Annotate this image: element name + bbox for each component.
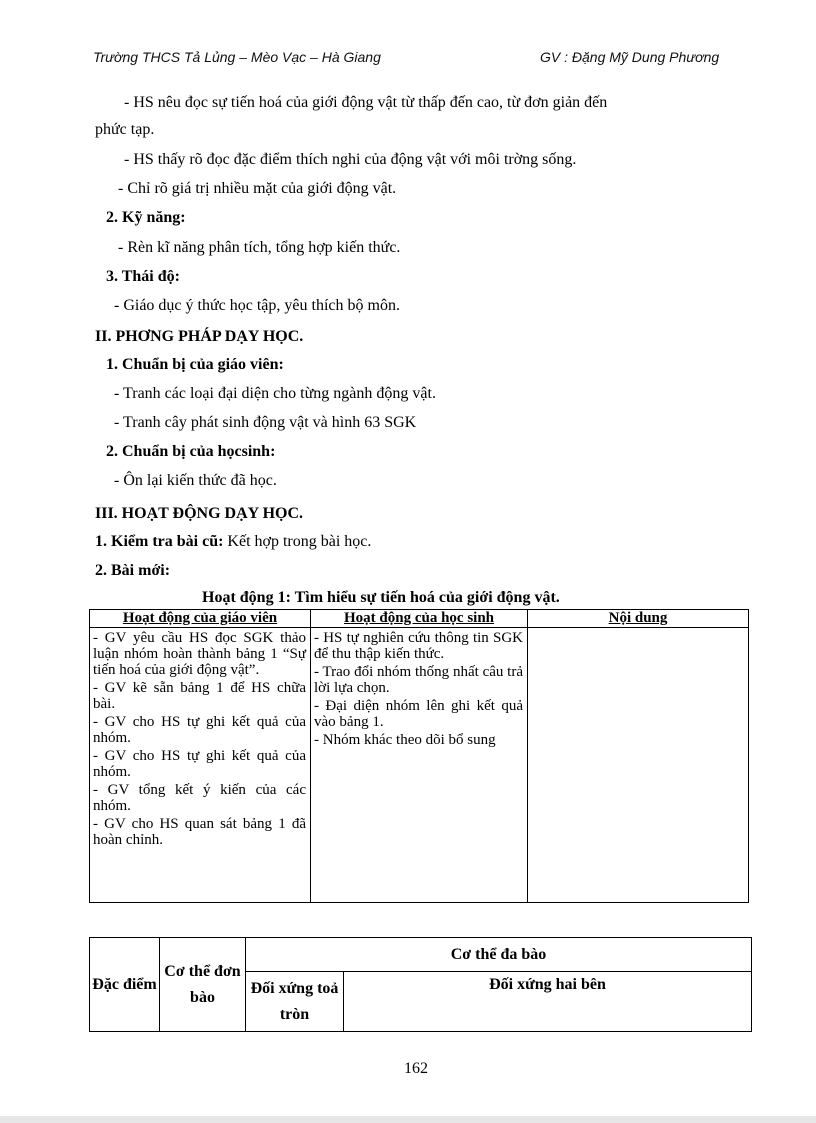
objective-line-2: - HS thấy rõ đọc đặc điểm thích nghi của động vật với môi trờng sống.	[124, 151, 577, 168]
check-text: Kết hợp trong bài học.	[223, 533, 372, 550]
teacher-prep-line-2: - Tranh cây phát sinh động vật và hình 63 SGK	[114, 414, 417, 431]
col-da-bao: Cơ thể đa bào	[246, 938, 752, 972]
teacher-prep-line-1: - Tranh các loại đại diện cho từng ngành động vật.	[114, 385, 436, 402]
teacher-item: - GV cho HS tự ghi kết quả của nhóm.	[93, 748, 306, 780]
heading-methods: II. PHƠNG PHÁP DẠY HỌC.	[95, 328, 304, 345]
heading-teacher-prep: 1. Chuẩn bị của giáo viên:	[106, 356, 284, 373]
heading-student-prep: 2. Chuẩn bị của họcsinh:	[106, 443, 276, 460]
col-toa-tron: Đối xứng toả tròn	[246, 972, 344, 1032]
activity-table	[89, 609, 749, 903]
col-hai-ben: Đối xứng hai bên	[344, 972, 752, 1032]
check-old-lesson	[95, 532, 371, 552]
header-content: Nội dung	[528, 610, 749, 628]
evolution-table	[89, 937, 752, 1032]
activity-caption: Hoạt động 1: Tìm hiểu sự tiến hoá của giới động vật.	[202, 589, 560, 606]
objective-line-1: - HS nêu đọc sự tiến hoá của giới động vật từ thấp đến cao, từ đơn giản đến	[124, 94, 608, 111]
student-item: - Nhóm khác theo dõi bổ sung	[314, 732, 496, 748]
teacher-item: - GV cho HS tự ghi kết quả của nhóm.	[93, 714, 306, 746]
teacher-item: - GV kẽ sẵn bảng 1 để HS chữa bài.	[93, 680, 306, 712]
heading-new-lesson: 2. Bài mới:	[95, 562, 171, 579]
check-label: 1. Kiểm tra bài cũ:	[95, 533, 224, 550]
student-item: - Đại diện nhóm lên ghi kết quả vào bảng 1.	[314, 698, 523, 730]
teacher-item: - GV cho HS quan sát bảng 1 đã hoàn chỉnh.	[93, 816, 306, 848]
col-dac-diem: Đặc điểm	[90, 938, 160, 1032]
header-school: Trường THCS Tả Lủng – Mèo Vạc – Hà Giang	[93, 49, 381, 65]
attitude-line: - Giáo dục ý thức học tập, yêu thích bộ môn.	[114, 297, 400, 314]
teacher-activity-cell	[90, 628, 311, 903]
student-activity-cell	[311, 628, 528, 903]
heading-attitude: 3. Thái độ:	[106, 268, 180, 285]
skills-line: - Rèn kĩ năng phân tích, tổng hợp kiến thức.	[118, 239, 401, 256]
student-item: - HS tự nghiên cứu thông tin SGK để thu thập kiến thức.	[314, 630, 523, 662]
content-cell	[528, 628, 749, 903]
objective-line-1-cont: phức tạp.	[95, 121, 155, 138]
teacher-item: - GV tổng kết ý kiến của các nhóm.	[93, 782, 306, 814]
header-student-activity: Hoạt động của học sinh	[311, 610, 528, 628]
page-bottom-edge	[0, 1116, 816, 1123]
student-item: - Trao đổi nhóm thống nhất câu trả lời lựa chọn.	[314, 664, 523, 696]
heading-skills: 2. Kỹ năng:	[106, 209, 186, 226]
header-teacher-activity: Hoạt động của giáo viên	[90, 610, 311, 628]
header-teacher: GV : Đặng Mỹ Dung Phương	[540, 49, 720, 65]
student-prep-line: - Ôn lại kiến thức đã học.	[114, 472, 277, 489]
col-don-bao: Cơ thể đơn bào	[160, 938, 246, 1032]
objective-line-3: - Chỉ rõ giá trị nhiều mặt của giới động vật.	[118, 180, 397, 197]
heading-activities: III. HOẠT ĐỘNG DẠY HỌC.	[95, 505, 304, 522]
teacher-item: - GV yêu cầu HS đọc SGK thảo luận nhóm hoàn thành bảng 1 “Sự tiến hoá của giới động vật”.	[93, 630, 306, 678]
page-number: 162	[404, 1060, 428, 1077]
